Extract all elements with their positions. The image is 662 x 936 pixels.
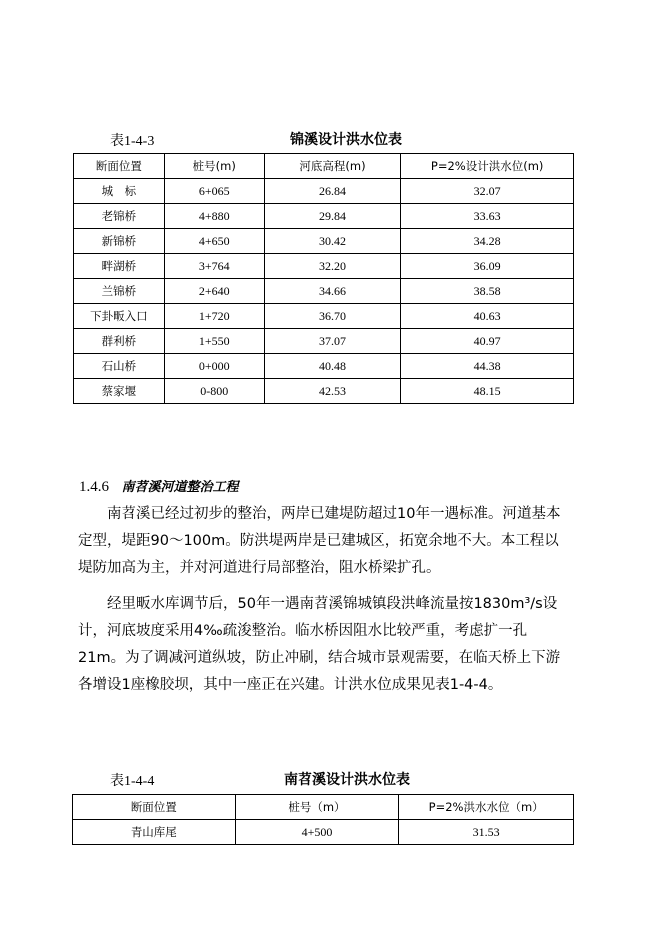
table2-title: 南苕溪设计洪水位表 [284,772,410,788]
table-cell: 畔湖桥 [74,254,165,279]
table-cell: 4+650 [164,229,264,254]
table-row [74,229,574,254]
table-cell: 42.53 [264,379,401,404]
table2 [72,794,574,845]
table-cell: 青山库尾 [73,820,236,845]
paragraph: 南苕溪已经过初步的整治，两岸已建堤防超过10年一遇标准。河道基本定型，堤距90～100m。防洪堤两岸是已建城区，拓宽余地不大。本工程以堤防加高为主，并对河道进行局部整治，阻水桥梁扩孔。 [78,506,561,576]
table-cell: 6+065 [164,179,264,204]
table-cell: 兰锦桥 [74,279,165,304]
section-heading [79,476,238,496]
table2-header-cell: 断面位置 [73,795,236,820]
table-cell: 群利桥 [74,329,165,354]
table-cell: 30.42 [264,229,401,254]
table-row [74,204,574,229]
table-row [73,820,574,845]
table-cell: 36.70 [264,304,401,329]
table-cell: 城 标 [74,179,165,204]
table1-header-cell: 断面位置 [74,154,165,179]
table-row [74,329,574,354]
section-number: 1.4.6 [79,479,109,495]
table-cell: 36.09 [401,254,574,279]
table1-header-cell: 桩号(m) [164,154,264,179]
table-cell: 老锦桥 [74,204,165,229]
table-cell: 1+720 [164,304,264,329]
table-cell: 0-800 [164,379,264,404]
table-cell: 48.15 [401,379,574,404]
table-cell: 26.84 [264,179,401,204]
table2-header-row [73,795,574,820]
table-cell: 2+640 [164,279,264,304]
table-cell: 40.97 [401,329,574,354]
table2-header-cell: 桩号（m） [235,795,399,820]
table1-header-cell: 河底高程(m) [264,154,401,179]
table-cell: 34.28 [401,229,574,254]
table-cell: 38.58 [401,279,574,304]
table1 [73,153,574,404]
table-cell: 40.48 [264,354,401,379]
table1-title: 锦溪设计洪水位表 [290,132,402,148]
table-cell: 33.63 [401,204,574,229]
table1-label: 表1-4-3 [110,134,155,149]
table-cell: 3+764 [164,254,264,279]
table-cell: 1+550 [164,329,264,354]
table-row [74,379,574,404]
table-cell: 新锦桥 [74,229,165,254]
table-row [74,279,574,304]
section-title: 南苕溪河道整治工程 [121,480,239,495]
table-row [74,254,574,279]
table-cell: 34.66 [264,279,401,304]
table-cell: 44.38 [401,354,574,379]
table-cell: 4+880 [164,204,264,229]
paragraph: 经里畈水库调节后，50年一遇南苕溪锦城镇段洪峰流量按1830m³/s设计，河底坡度采用4‰疏浚整治。临水桥因阻水比较严重，考虑扩一孔21m。为了调减河道纵坡，防止冲刷，结合城市景观需要，在临天桥上下游各增设1座橡胶坝，其中一座正在兴建。计洪水位成果见表1-4-4。 [78,596,561,693]
table1-header-row [74,154,574,179]
table-row [74,304,574,329]
table-row [74,179,574,204]
table-cell: 石山桥 [74,354,165,379]
table1-header-cell: P=2%设计洪水位(m) [401,154,574,179]
table-cell: 4+500 [235,820,399,845]
table-cell: 37.07 [264,329,401,354]
table-cell: 32.07 [401,179,574,204]
table-row [74,354,574,379]
table-cell: 32.20 [264,254,401,279]
table-cell: 下卦畈入口 [74,304,165,329]
table-cell: 蔡家堰 [74,379,165,404]
table2-header-cell: P=2%洪水水位（m） [399,795,574,820]
table-cell: 0+000 [164,354,264,379]
table-cell: 40.63 [401,304,574,329]
table-cell: 31.53 [399,820,574,845]
table-cell: 29.84 [264,204,401,229]
table2-label: 表1-4-4 [110,774,155,789]
